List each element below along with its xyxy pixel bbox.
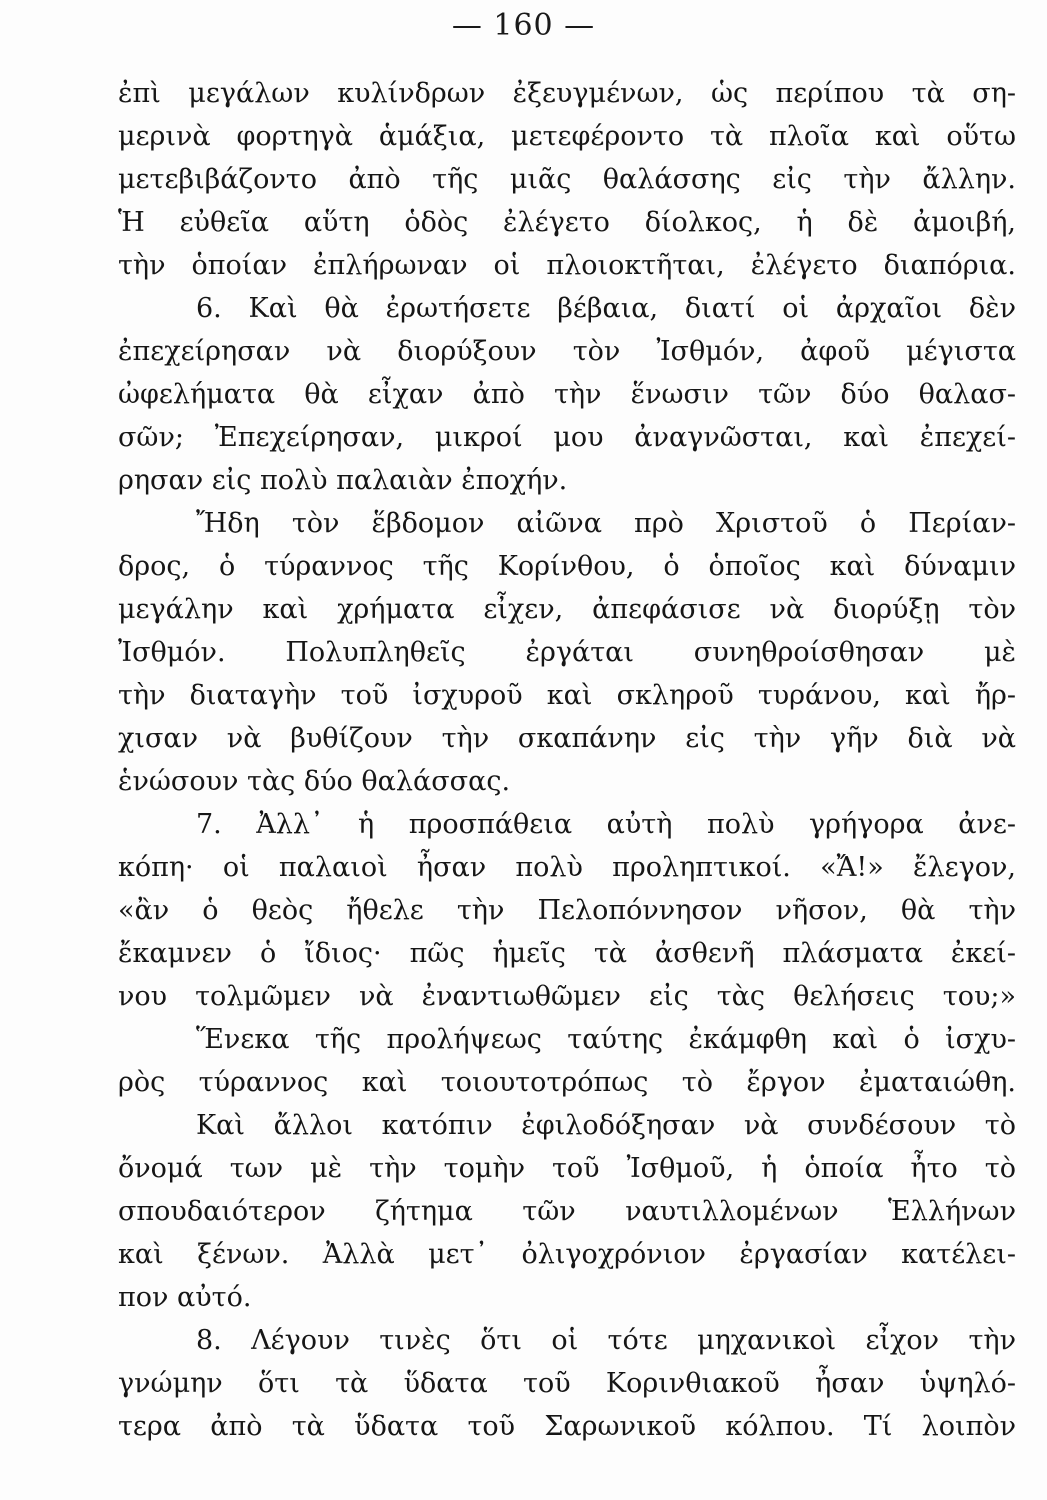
body-text [118, 72, 1016, 1448]
text-line: ρησαν εἰς πολὺ παλαιὰν ἐποχήν. [118, 465, 568, 496]
text-line: ἐπὶ μεγάλων κυλίνδρων ἐξευγμένων, ὡς περίπου τὰ ση- [118, 78, 1016, 109]
paragraph-6-start: 6. Καὶ θὰ ἐρωτήσετε βέβαια, διατί οἱ ἀρχαῖοι δὲν [196, 293, 1016, 324]
text-line: νου τολμῶμεν νὰ ἐναντιωθῶμεν εἰς τὰς θελήσεις του;» [118, 981, 1016, 1012]
paragraph-7-start: 7. Ἀλλ᾽ ἡ προσπάθεια αὐτὴ πολὺ γρήγορα ἀνε- [196, 809, 1016, 840]
text-line: σπουδαιότερον ζήτημα τῶν ναυτιλλομένων Ἑλλήνων [118, 1196, 1016, 1227]
text-line: ἐπεχείρησαν νὰ διορύξουν τὸν Ἰσθμόν, ἀφοῦ μέγιστα [118, 336, 1016, 367]
text-line: μετεβιβάζοντο ἀπὸ τῆς μιᾶς θαλάσσης εἰς τὴν ἄλλην. [118, 164, 1016, 195]
text-line: χισαν νὰ βυθίζουν τὴν σκαπάνην εἰς τὴν γῆν διὰ νὰ [118, 723, 1016, 754]
text-line: ἑνώσουν τὰς δύο θαλάσσας. [118, 766, 511, 797]
text-line: μεγάλην καὶ χρήματα εἶχεν, ἀπεφάσισε νὰ διορύξῃ τὸν [118, 594, 1016, 625]
text-line: μερινὰ φορτηγὰ ἁμάξια, μετεφέροντο τὰ πλοῖα καὶ οὕτω [118, 121, 1016, 152]
text-line: πον αὐτό. [118, 1282, 252, 1313]
paragraph-start: Ἤδη τὸν ἕβδομον αἰῶνα πρὸ Χριστοῦ ὁ Περίαν- [196, 508, 1016, 539]
text-line: τὴν ὁποίαν ἐπλήρωναν οἱ πλοιοκτῆται, ἐλέγετο διαπόρια. [118, 250, 1016, 281]
text-line: καὶ ξένων. Ἀλλὰ μετ᾽ ὀλιγοχρόνιον ἐργασίαν κατέλει- [118, 1239, 1016, 1270]
text-line: ὄνομά των μὲ τὴν τομὴν τοῦ Ἰσθμοῦ, ἡ ὁποία ἦτο τὸ [118, 1153, 1016, 1184]
text-line: Ἰσθμόν. Πολυπληθεῖς ἐργάται συνηθροίσθησαν μὲ [118, 637, 1016, 668]
text-line: Ἡ εὐθεῖα αὕτη ὁδὸς ἐλέγετο δίολκος, ἡ δὲ ἀμοιβή, [118, 207, 1016, 238]
text-line: ρὸς τύραννος καὶ τοιουτοτρόπως τὸ ἔργον ἐματαιώθη. [118, 1067, 1016, 1098]
paragraph-start: Καὶ ἄλλοι κατόπιν ἐφιλοδόξησαν νὰ συνδέσουν τὸ [196, 1110, 1016, 1141]
page-number: — 160 — [451, 8, 596, 43]
text-line: τὴν διαταγὴν τοῦ ἰσχυροῦ καὶ σκληροῦ τυράνου, καὶ ἤρ- [118, 680, 1016, 711]
paragraph-8-start: 8. Λέγουν τινὲς ὅτι οἱ τότε μηχανικοὶ εἶχον τὴν [196, 1325, 1016, 1356]
text-line: δρος, ὁ τύραννος τῆς Κορίνθου, ὁ ὁποῖος καὶ δύναμιν [118, 551, 1016, 582]
text-line: ὠφελήματα θὰ εἶχαν ἀπὸ τὴν ἕνωσιν τῶν δύο θαλασ- [118, 379, 1016, 410]
text-line: γνώμην ὅτι τὰ ὕδατα τοῦ Κορινθιακοῦ ἦσαν ὑψηλό- [118, 1368, 1016, 1399]
text-line: κόπη· οἱ παλαιοὶ ἦσαν πολὺ προληπτικοί. «Ἄ!» ἔλεγον, [118, 852, 1016, 883]
text-line: τερα ἀπὸ τὰ ὕδατα τοῦ Σαρωνικοῦ κόλπου. Τί λοιπὸν [118, 1411, 1016, 1442]
text-line: «ἂν ὁ θεὸς ἤθελε τὴν Πελοπόννησον νῆσον, θὰ τὴν [118, 895, 1016, 926]
paragraph-start: Ἕνεκα τῆς προλήψεως ταύτης ἐκάμφθη καὶ ὁ ἰσχυ- [196, 1024, 1016, 1055]
text-line: σῶν; Ἐπεχείρησαν, μικροί μου ἀναγνῶσται, καὶ ἐπεχεί- [118, 422, 1016, 453]
text-line: ἔκαμνεν ὁ ἴδιος· πῶς ἡμεῖς τὰ ἀσθενῆ πλάσματα ἐκεί- [118, 938, 1016, 969]
